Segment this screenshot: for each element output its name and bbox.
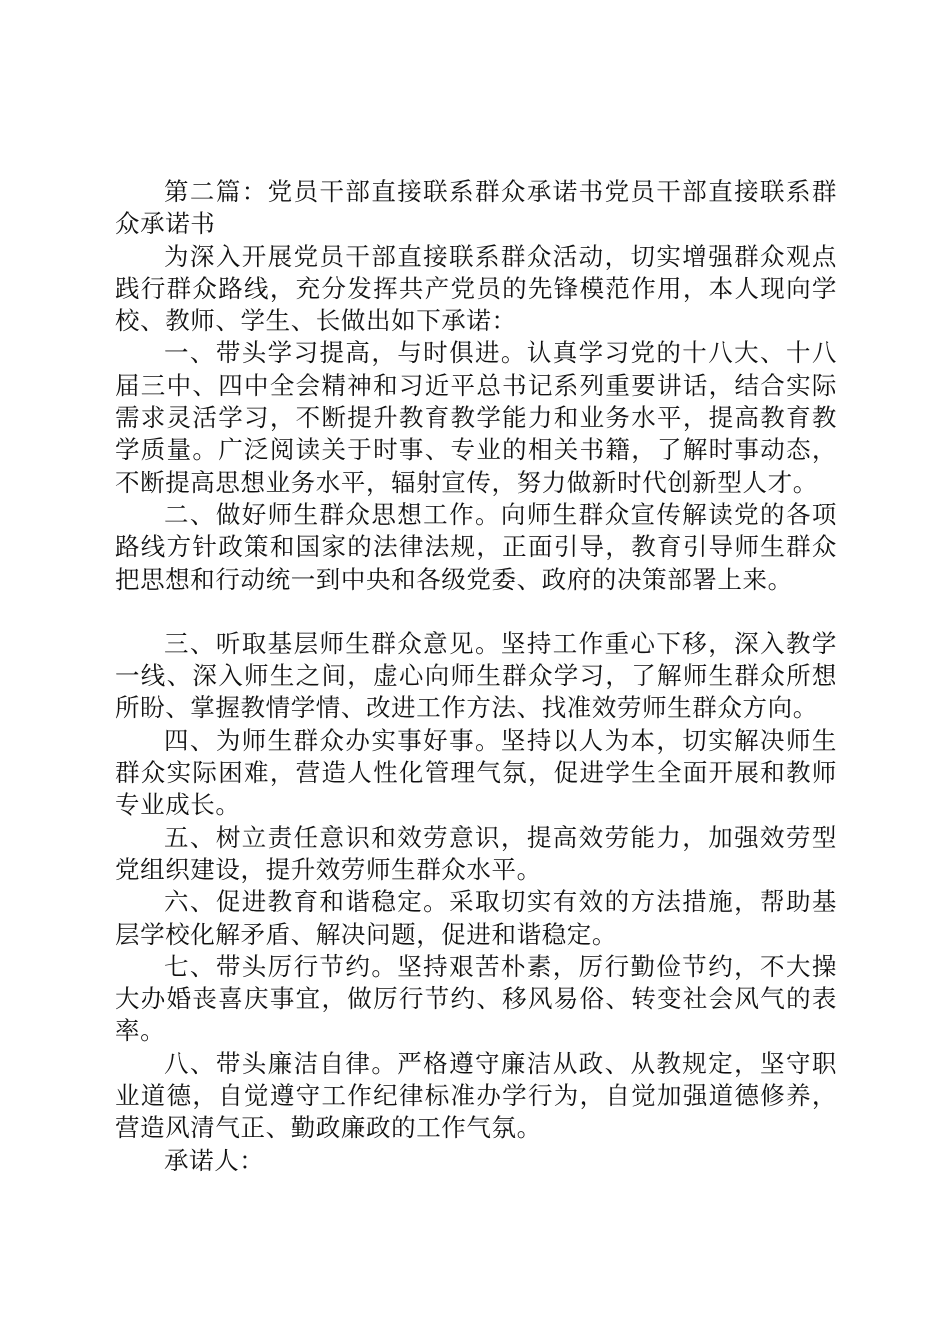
commitment-4: 四、为师生群众办实事好事。坚持以人为本，切实解决师生群众实际困难，营造人性化管理气氛，促进学生全面开展和教师专业成长。 bbox=[115, 725, 837, 820]
commitment-3: 三、听取基层师生群众意见。坚持工作重心下移，深入教学一线、深入师生之间，虚心向师生群众学习，了解师生群众所想所盼、掌握教情学情、改进工作方法、找准效劳师生群众方向。 bbox=[115, 628, 837, 723]
document-body bbox=[115, 176, 837, 1177]
blank-line bbox=[115, 596, 837, 628]
intro-paragraph: 为深入开展党员干部直接联系群众活动，切实增强群众观点践行群众路线，充分发挥共产党员的先锋模范作用，本人现向学校、教师、学生、长做出如下承诺： bbox=[115, 241, 837, 336]
document-title: 第二篇：党员干部直接联系群众承诺书党员干部直接联系群众承诺书 bbox=[115, 177, 837, 239]
commitment-5: 五、树立责任意识和效劳意识，提高效劳能力，加强效劳型党组织建设，提升效劳师生群众水平。 bbox=[115, 822, 837, 884]
commitment-1: 一、带头学习提高，与时俱进。认真学习党的十八大、十八届三中、四中全会精神和习近平总书记系列重要讲话，结合实际需求灵活学习，不断提升教育教学能力和业务水平，提高教育教学质量。广泛阅读关于时事、专业的相关书籍，了解时事动态，不断提高思想业务水平，辐射宣传，努力做新时代创新型人才。 bbox=[115, 338, 837, 497]
signature-label: 承诺人： bbox=[164, 1145, 265, 1175]
commitment-6: 六、促进教育和谐稳定。采取切实有效的方法措施，帮助基层学校化解矛盾、解决问题，促进和谐稳定。 bbox=[115, 887, 837, 949]
commitment-2: 二、做好师生群众思想工作。向师生群众宣传解读党的各项路线方针政策和国家的法律法规，正面引导，教育引导师生群众把思想和行动统一到中央和各级党委、政府的决策部署上来。 bbox=[115, 499, 837, 594]
commitment-8: 八、带头廉洁自律。严格遵守廉洁从政、从教规定，坚守职业道德，自觉遵守工作纪律标准办学行为，自觉加强道德修养，营造风清气正、勤政廉政的工作气氛。 bbox=[115, 1048, 837, 1143]
commitment-7: 七、带头厉行节约。坚持艰苦朴素，厉行勤俭节约，不大操大办婚丧喜庆事宜，做厉行节约、移风易俗、转变社会风气的表率。 bbox=[115, 951, 837, 1046]
